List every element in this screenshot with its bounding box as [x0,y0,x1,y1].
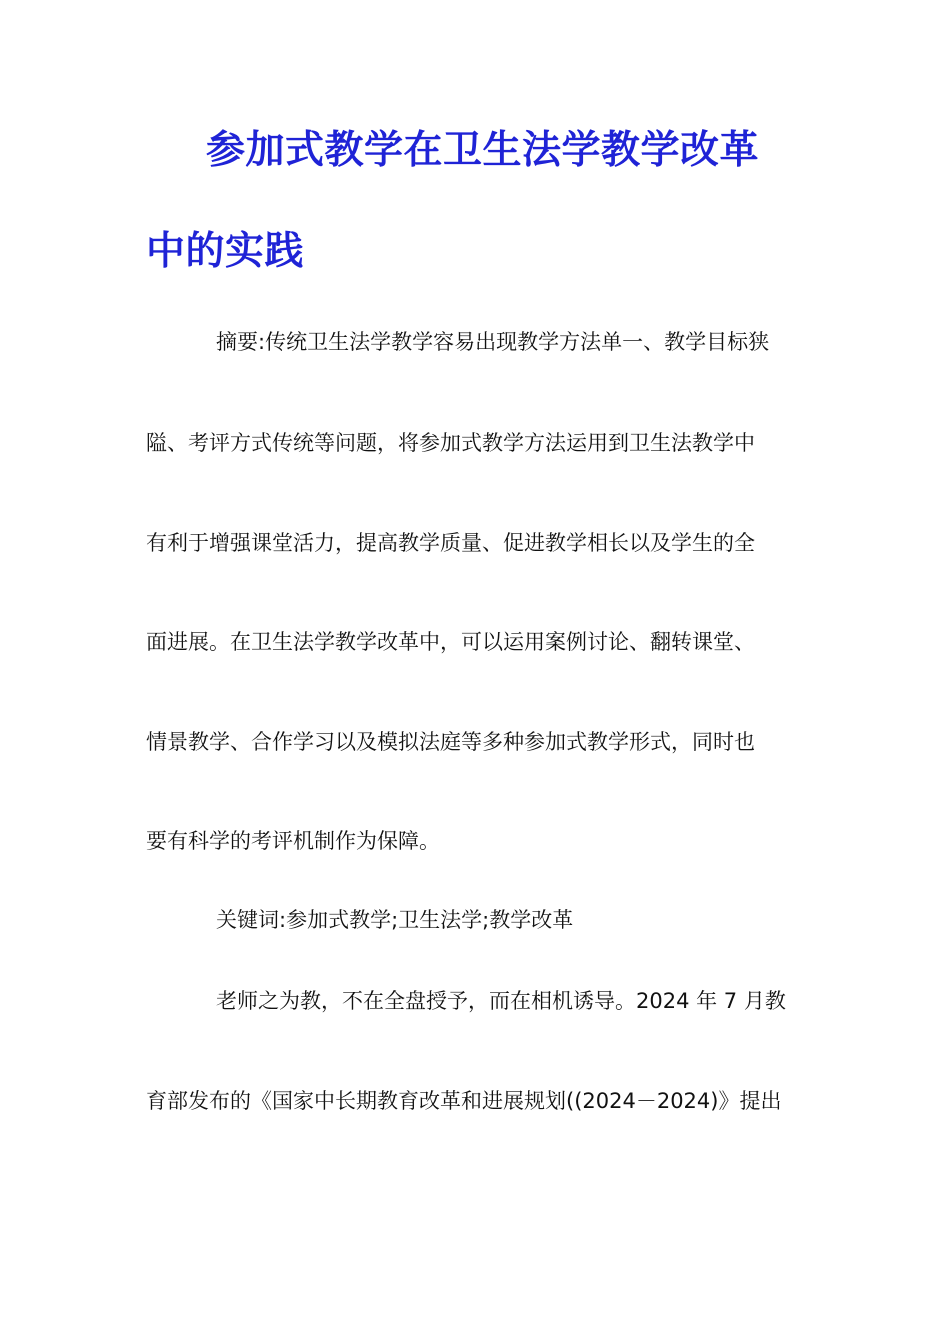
abstract-line-4: 面进展。在卫生法学教学改革中，可以运用案例讨论、翻转课堂、 [146,630,755,654]
abstract-line-6: 要有科学的考评机制作为保障。 [146,829,440,853]
keywords-line: 关键词:参加式教学;卫生法学;教学改革 [216,908,574,932]
body-line-1: 老师之为教，不在全盘授予，而在相机诱导。2024 年 7 月教 [216,989,786,1013]
abstract-line-1: 摘要:传统卫生法学教学容易出现教学方法单一、教学目标狭 [216,330,770,354]
title-line-2: 中的实践 [146,229,305,274]
abstract-line-5: 情景教学、合作学习以及模拟法庭等多种参加式教学形式，同时也 [146,730,755,754]
abstract-line-3: 有利于增强课堂活力，提高教学质量、促进教学相长以及学生的全 [146,531,755,555]
title-line-1: 参加式教学在卫生法学教学改革 [206,128,760,173]
body-line-2: 育部发布的《国家中长期教育改革和进展规划((2024－2024)》提出 [146,1089,782,1113]
abstract-line-2: 隘、考评方式传统等问题，将参加式教学方法运用到卫生法教学中 [146,431,755,455]
